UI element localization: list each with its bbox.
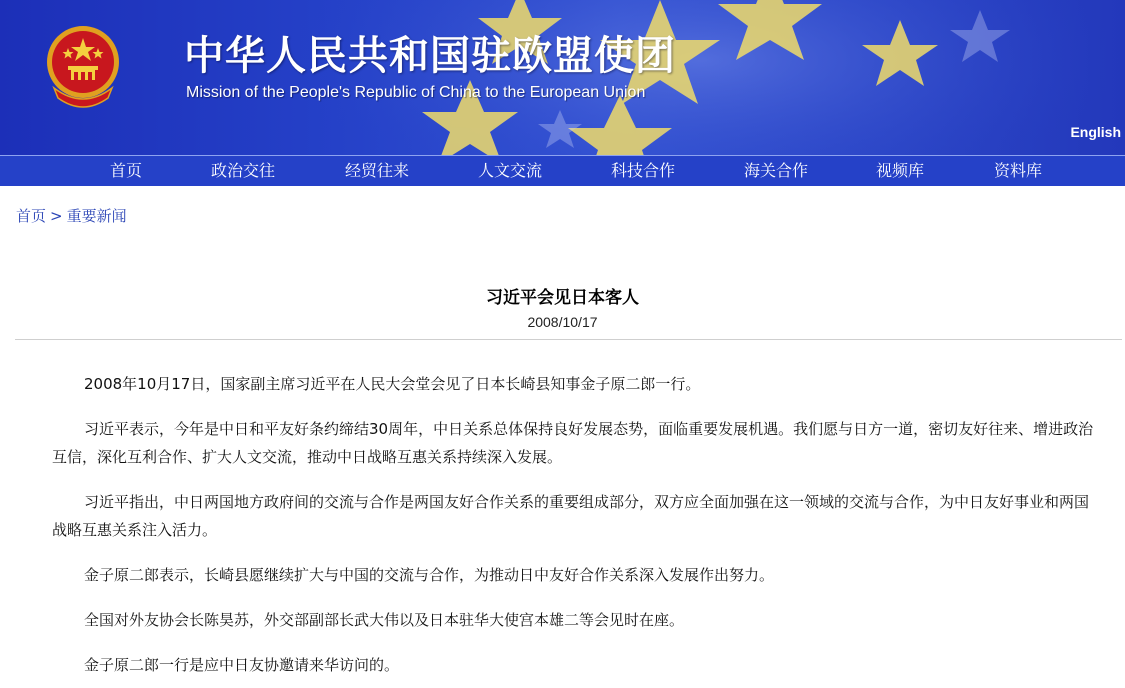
title-divider — [15, 339, 1122, 340]
breadcrumb-current-link[interactable]: 重要新闻 — [66, 207, 127, 225]
breadcrumb-separator: > — [50, 207, 63, 225]
article-paragraph: 金子原二郎一行是应中日友协邀请来华访问的。 — [84, 656, 400, 674]
site-title-english: Mission of the People's Republic of China to the European Union — [186, 84, 646, 101]
nav-item-science[interactable]: 科技合作 — [610, 161, 676, 180]
article-paragraph: 2008年10月17日，国家副主席习近平在人民大会堂会见了日本长崎县知事金子原二郎一行。 — [84, 375, 701, 393]
article-paragraph: 习近平表示，今年是中日和平友好条约缔结30周年，中日关系总体保持良好发展态势，面临重要发展机遇。我们愿与日方一道，密切友好往来、增进政治互信，深化互利合作、扩大人文交流，推动中日战略互惠关系持续深入发展。 — [52, 420, 1094, 466]
header-banner — [0, 0, 1125, 155]
breadcrumb-home-link[interactable]: 首页 — [16, 207, 47, 225]
nav-item-trade[interactable]: 经贸往来 — [344, 161, 410, 180]
article-title: 习近平会见日本客人 — [486, 288, 639, 308]
nav-item-politics[interactable]: 政治交往 — [210, 161, 276, 180]
national-emblem-icon — [44, 18, 122, 114]
breadcrumb — [16, 205, 127, 226]
article-paragraph: 金子原二郎表示，长崎县愿继续扩大与中国的交流与合作，为推动日中友好合作关系深入发展作出努力。 — [84, 566, 775, 584]
main-nav — [0, 155, 1125, 186]
nav-item-video[interactable]: 视频库 — [875, 161, 925, 180]
article-body — [52, 370, 1102, 688]
nav-item-archive[interactable]: 资料库 — [993, 161, 1043, 180]
nav-item-culture[interactable]: 人文交流 — [477, 161, 543, 180]
english-language-link[interactable]: English — [1070, 124, 1121, 140]
article-paragraph: 习近平指出，中日两国地方政府间的交流与合作是两国友好合作关系的重要组成部分，双方应全面加强在这一领域的交流与合作，为中日友好事业和两国战略互惠关系注入活力。 — [52, 493, 1090, 539]
article-date: 2008/10/17 — [527, 314, 598, 330]
nav-item-home[interactable]: 首页 — [109, 161, 143, 180]
nav-item-customs[interactable]: 海关合作 — [743, 161, 809, 180]
site-title-chinese: 中华人民共和国驻欧盟使团 — [184, 33, 676, 79]
article-paragraph: 全国对外友协会长陈昊苏，外交部副部长武大伟以及日本驻华大使宫本雄二等会见时在座。 — [84, 611, 685, 629]
